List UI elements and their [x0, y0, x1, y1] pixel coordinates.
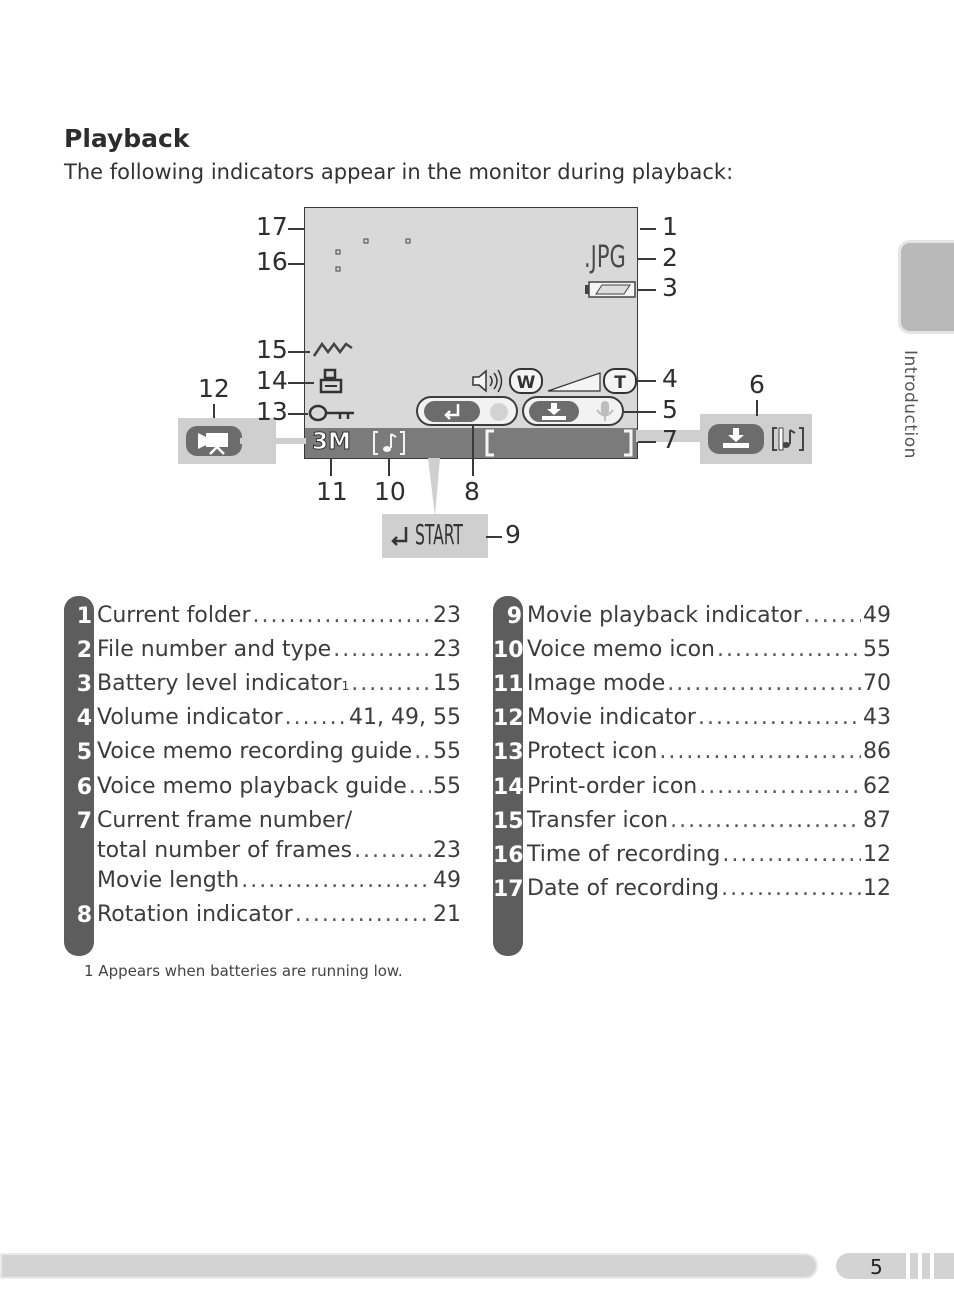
section-title: Playback — [64, 124, 190, 153]
left-item-3-footnote-mark: 1 — [341, 679, 350, 693]
playback-download-icon — [718, 426, 754, 452]
right-item-16-page: 12 — [863, 842, 891, 867]
print-order-icon — [318, 368, 344, 396]
voice-memo-playback-icon — [770, 425, 806, 453]
callout-14: 14 — [256, 366, 288, 395]
frame-number-brackets — [484, 428, 634, 458]
right-item-15 — [527, 808, 891, 833]
right-item-17-page: 12 — [863, 876, 891, 901]
right-item-12-label: Movie indicator — [527, 705, 696, 730]
left-item-6-num: 6 — [76, 775, 92, 800]
left-item-7-label2: total number of frames — [97, 838, 353, 863]
callout-9: 9 — [505, 520, 521, 549]
start-label: START — [415, 518, 463, 551]
callout-11: 11 — [316, 477, 348, 506]
movie-camera-icon — [194, 429, 234, 455]
right-item-9-label: Movie playback indicator — [527, 603, 802, 628]
leader-11 — [330, 458, 332, 476]
right-item-10-num: 10 — [493, 638, 524, 663]
right-item-16 — [527, 842, 891, 867]
protect-key-icon — [308, 402, 356, 424]
svg-text:W: W — [516, 373, 536, 393]
right-item-13-page: 86 — [863, 739, 891, 764]
leader-14 — [288, 382, 314, 384]
left-item-4-page: 41, 49, 55 — [349, 705, 461, 730]
callout-4: 4 — [662, 364, 678, 393]
rotate-arrow-icon — [440, 401, 466, 422]
left-item-6 — [97, 774, 461, 799]
file-type-label: .JPG — [584, 240, 626, 275]
callout-3: 3 — [662, 273, 678, 302]
right-item-11-num: 11 — [493, 672, 524, 697]
footer-stripe-1 — [910, 1253, 918, 1279]
right-item-13-label: Protect icon — [527, 739, 658, 764]
chapter-label-text: Introduction — [900, 350, 920, 459]
left-item-5 — [97, 739, 461, 764]
leader-12 — [213, 404, 215, 418]
right-item-11-page: 70 — [863, 671, 891, 696]
right-item-14-num: 14 — [493, 775, 524, 800]
leader-9 — [486, 536, 502, 538]
left-item-3 — [97, 671, 461, 696]
right-item-14 — [527, 774, 891, 799]
right-item-10-page: 55 — [863, 637, 891, 662]
left-item-7 — [97, 808, 461, 833]
left-item-7-label: Current frame number/ — [97, 808, 353, 833]
right-item-17-num: 17 — [493, 877, 524, 902]
left-item-3-num: 3 — [76, 672, 92, 697]
left-item-7-line2 — [97, 838, 461, 863]
right-item-16-num: 16 — [493, 843, 524, 868]
right-item-14-label: Print-order icon — [527, 774, 698, 799]
leader-1 — [640, 228, 656, 230]
microphone-icon — [594, 399, 616, 423]
callout-17: 17 — [256, 212, 288, 241]
right-item-9-num: 9 — [506, 604, 522, 629]
leader-10 — [388, 458, 390, 476]
leader-13 — [288, 413, 308, 415]
callout-5: 5 — [662, 395, 678, 424]
left-item-7-page3: 49 — [433, 868, 461, 893]
callout-7: 7 — [662, 425, 678, 454]
left-item-1-num: 1 — [76, 604, 92, 629]
left-item-1 — [97, 603, 461, 628]
right-item-11-label: Image mode — [527, 671, 666, 696]
voice-memo-icon — [372, 430, 406, 456]
left-item-7-label3: Movie length — [97, 868, 240, 893]
left-item-2-num: 2 — [76, 638, 92, 663]
right-item-13 — [527, 739, 891, 764]
left-item-4-label: Volume indicator — [97, 705, 283, 730]
right-item-12-num: 12 — [493, 706, 524, 731]
right-item-12-page: 43 — [863, 705, 891, 730]
leader-6 — [756, 400, 758, 416]
left-item-7-page2: 23 — [433, 838, 461, 863]
left-item-5-label: Voice memo recording guide — [97, 739, 413, 764]
leader-16 — [288, 263, 304, 265]
svg-text:T: T — [614, 373, 626, 393]
right-item-10-label: Voice memo icon — [527, 637, 715, 662]
footnote: 1 Appears when batteries are running low. — [84, 962, 403, 980]
left-item-8-label: Rotation indicator — [97, 902, 293, 927]
callout-16: 16 — [256, 247, 288, 276]
volume-indicator — [508, 367, 640, 395]
date-time-dots — [330, 232, 420, 277]
right-item-17 — [527, 876, 891, 901]
left-item-5-page: 55 — [433, 739, 461, 764]
leader-5 — [624, 411, 656, 413]
left-item-6-page: 55 — [433, 774, 461, 799]
left-item-3-label: Battery level indicator — [97, 671, 342, 696]
left-item-7-line3 — [97, 868, 461, 893]
left-item-8-page: 21 — [433, 902, 461, 927]
callout-15: 15 — [256, 335, 288, 364]
speaker-icon — [470, 367, 504, 395]
footer-stripe-2 — [922, 1253, 930, 1279]
rotate-circle-icon — [486, 401, 512, 423]
play-start-arrow-icon — [388, 524, 412, 548]
left-item-8-num: 8 — [76, 903, 92, 928]
leader-4 — [638, 380, 656, 382]
battery-icon — [584, 281, 638, 298]
transfer-icon — [312, 340, 354, 360]
left-item-7-num: 7 — [76, 809, 92, 834]
leader-15 — [288, 351, 310, 353]
right-item-9 — [527, 603, 891, 628]
right-item-9-page: 49 — [863, 603, 891, 628]
right-item-15-label: Transfer icon — [527, 808, 669, 833]
left-item-4 — [97, 705, 461, 730]
callout-12: 12 — [198, 374, 230, 403]
left-item-5-num: 5 — [76, 740, 92, 765]
left-item-4-num: 4 — [76, 706, 92, 731]
right-item-15-num: 15 — [493, 809, 524, 834]
left-item-8 — [97, 902, 461, 927]
callout-8: 8 — [464, 477, 480, 506]
callout-6: 6 — [749, 370, 765, 399]
intro-text: The following indicators appear in the monitor during playback: — [64, 160, 734, 184]
movie-indicator-connector — [240, 438, 306, 444]
right-item-14-page: 62 — [863, 774, 891, 799]
left-item-2-label: File number and type — [97, 637, 332, 662]
callout-13: 13 — [256, 397, 288, 426]
leader-17 — [288, 228, 304, 230]
leader-3 — [638, 289, 656, 291]
download-icon — [538, 401, 570, 422]
footer-bar — [0, 1253, 818, 1279]
callout-2: 2 — [662, 243, 678, 272]
callout-1: 1 — [662, 212, 678, 241]
footer-stripe-3 — [934, 1253, 954, 1279]
leader-8 — [472, 426, 474, 476]
page-number: 5 — [870, 1255, 883, 1279]
leader-7 — [638, 441, 656, 443]
right-item-16-label: Time of recording — [527, 842, 721, 867]
left-item-6-label: Voice memo playback guide — [97, 774, 407, 799]
right-item-11 — [527, 671, 891, 696]
right-item-17-label: Date of recording — [527, 876, 720, 901]
image-mode-label: 3M — [312, 429, 351, 455]
left-item-2-page: 23 — [433, 637, 461, 662]
right-item-10 — [527, 637, 891, 662]
right-item-13-num: 13 — [493, 740, 524, 765]
left-item-1-label: Current folder — [97, 603, 251, 628]
chapter-label — [896, 350, 936, 475]
left-item-1-page: 23 — [433, 603, 461, 628]
right-item-12 — [527, 705, 891, 730]
left-item-3-page: 15 — [433, 671, 461, 696]
right-item-15-page: 87 — [863, 808, 891, 833]
chapter-tab — [898, 240, 954, 334]
leader-2 — [638, 258, 656, 260]
left-item-2 — [97, 637, 461, 662]
callout-10: 10 — [374, 477, 406, 506]
